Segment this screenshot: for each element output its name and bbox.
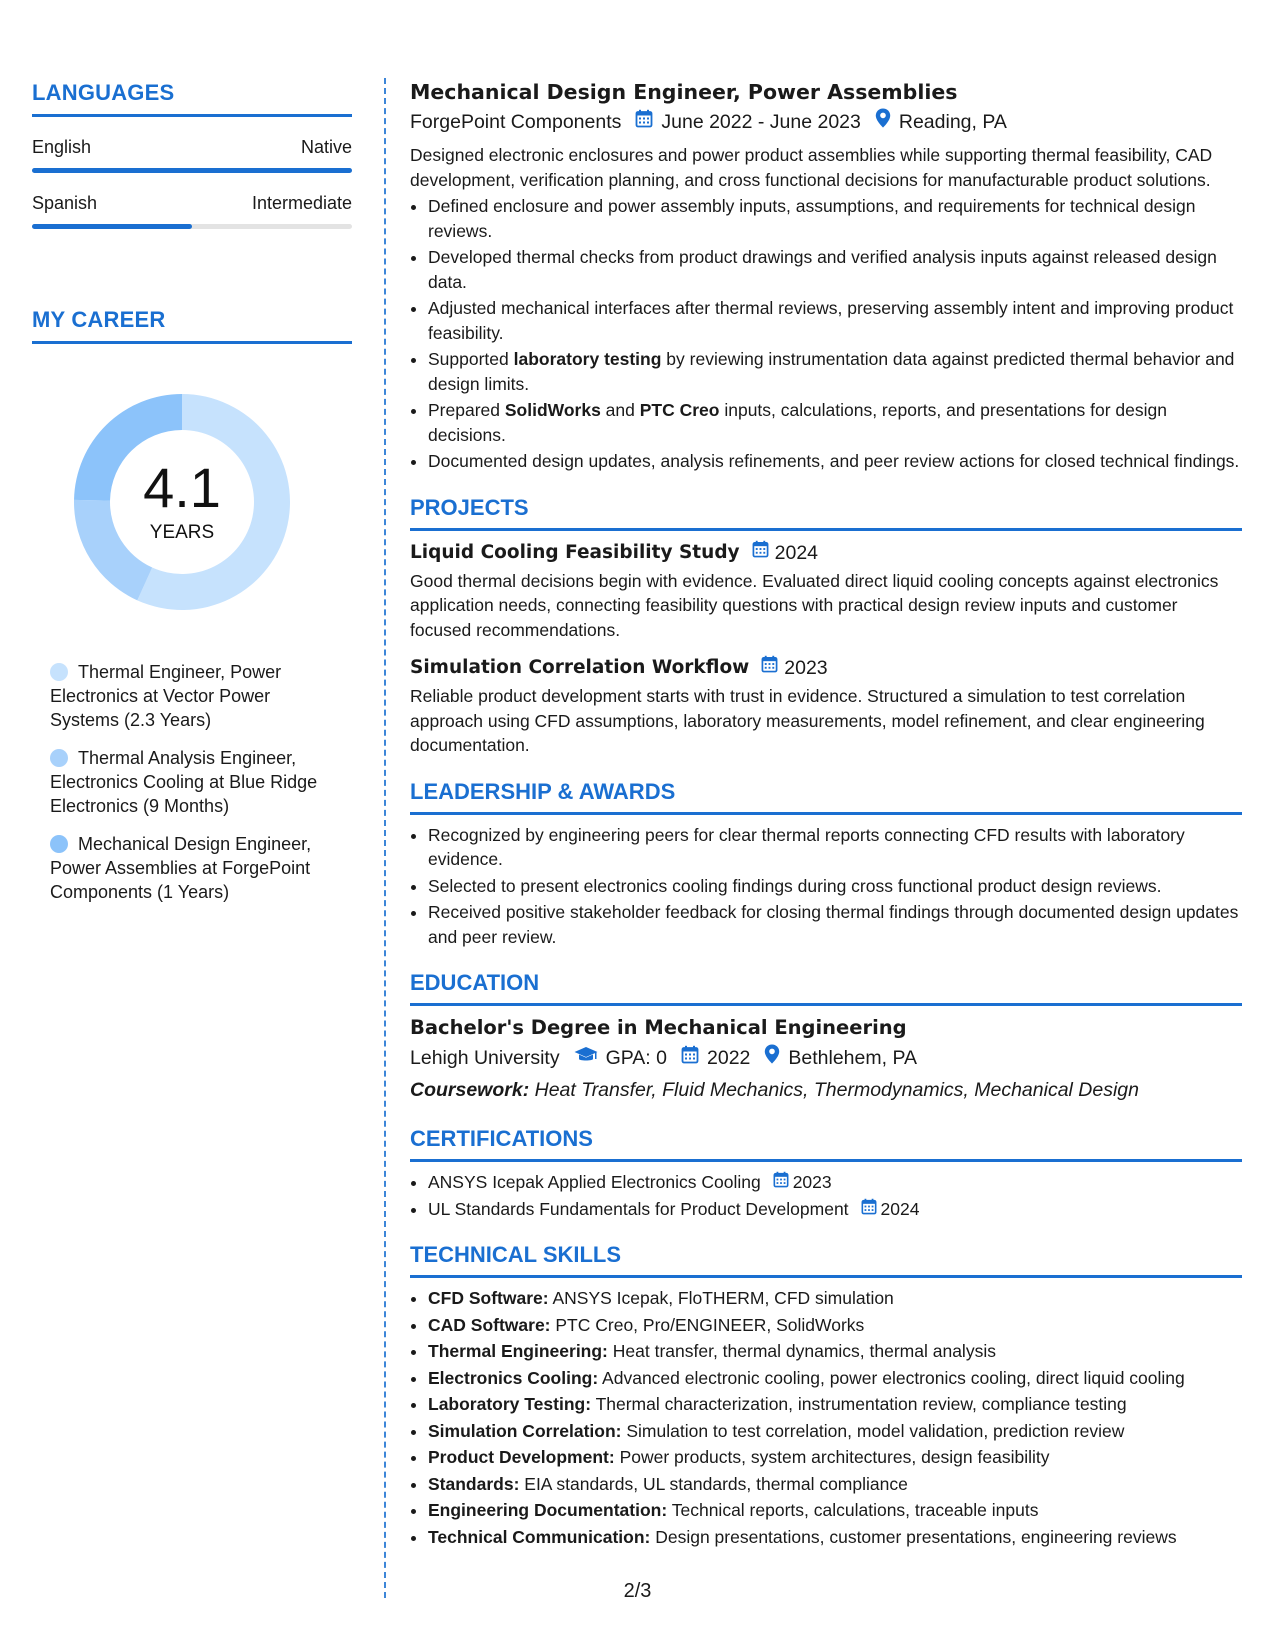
coursework-label: Coursework: [410,1079,530,1101]
column-divider [384,78,386,1598]
bullet-bold-text: PTC Creo [639,400,720,420]
certification-year: 2024 [880,1198,920,1219]
career-donut-chart [62,382,302,622]
legend-label: Mechanical Design Engineer, Power Assemblies at ForgePoint Components (1 Years) [50,834,312,902]
calendar-icon [761,654,778,682]
bullet-text: inputs, calculations, reports, and presentations for design decisions. [428,400,1167,445]
bullet-text: Developed thermal checks from product drawings and verified analysis inputs against released design data. [428,247,1217,292]
skill-label: CAD Software: [428,1314,551,1335]
bullet-bold-text: SolidWorks [504,400,601,420]
job-dates: June 2022 - June 2023 [661,111,861,133]
legend-item [50,660,340,732]
education-meta [410,1043,1242,1073]
skill-value: PTC Creo, Pro/ENGINEER, SolidWorks [550,1314,865,1335]
languages-rule [32,114,352,117]
project-entry [410,539,1242,643]
skill-value: Power products, system architectures, design feasibility [614,1447,1050,1467]
skill-value: Design presentations, customer presentations, engineering reviews [650,1526,1177,1547]
projects-rule [410,528,1242,531]
language-name: English [32,137,92,157]
education-entry [410,1014,1242,1105]
language-bar [32,168,352,173]
language-bar-fill [32,224,192,229]
leadership-rule [410,812,1242,815]
language-item [32,137,352,173]
skill-label: CFD Software: [428,1288,549,1308]
skill-label: Simulation Correlation: [428,1420,622,1441]
legend-dot-icon [50,663,68,681]
career-years-unit: YEARS [149,522,215,543]
legend-item [50,832,340,904]
experience-entry [410,78,1242,474]
certification-item [428,1170,1242,1195]
leadership-item: • Received positive stakeholder feedback for closing thermal findings through documented design updates and peer review. [428,900,1242,949]
skill-item [428,1472,1242,1497]
skill-value: Advanced electronic cooling, power electronics cooling, direct liquid cooling [598,1367,1185,1388]
project-name: Simulation Correlation Workflow [410,657,750,678]
location-pin-icon [875,107,891,137]
page-number: 2/3 [623,1580,652,1602]
certifications-list [410,1170,1242,1221]
skill-label: Laboratory Testing: [428,1394,592,1414]
left-column [32,80,352,918]
project-year: 2023 [784,657,828,679]
career-rule [32,341,352,344]
leadership-item: • Recognized by engineering peers for clear thermal reports connecting CFD results with laboratory evidence. [428,823,1242,872]
certification-year: 2023 [792,1172,832,1192]
language-name: Spanish [32,193,98,213]
skill-item [428,1392,1242,1417]
legend-dot-icon [50,835,68,853]
education-rule [410,1003,1242,1006]
language-item [32,193,352,229]
certification-name: • ANSYS Icepak Applied Electronics Cooling [428,1172,761,1192]
job-bullet [428,347,1242,396]
donut-center [62,382,302,622]
skill-item [428,1339,1242,1364]
calendar-icon [681,1043,699,1073]
job-company: ForgePoint Components [410,111,622,133]
job-meta [410,107,1242,137]
job-bullet [428,245,1242,294]
bullet-text: by reviewing instrumentation data against predicted thermal behavior and design limits. [428,349,1235,394]
education-title: EDUCATION [410,970,540,995]
leadership-item: • Selected to present electronics cooling findings during cross functional product design reviews. [428,874,1242,899]
skill-value: Simulation to test correlation, model validation, prediction review [621,1420,1125,1441]
certifications-title: CERTIFICATIONS [410,1126,593,1151]
calendar-icon [752,539,769,567]
job-bullet [428,296,1242,345]
certification-item [428,1197,1242,1222]
legend-item [50,746,340,818]
degree-title: Bachelor's Degree in Mechanical Engineering [410,1016,907,1039]
skills-rule [410,1275,1242,1278]
job-bullets [410,194,1242,474]
job-bullet [428,449,1242,474]
skill-item [428,1286,1242,1311]
coursework [410,1075,1242,1105]
project-description: Reliable product development starts with trust in evidence. Structured a simulation to test correlation approach using CFD assumptions, laboratory measurements, model refinement, and clear engineering documentation. [410,686,1205,755]
projects-title: PROJECTS [410,494,529,520]
job-summary: Designed electronic enclosures and power product assemblies while supporting thermal feasibility, CAD development, verification planning, and cross functional decisions for manufacturable product solutions. [410,145,1213,190]
bullet-text: and [600,400,640,420]
right-column [410,78,1242,1551]
legend-label: Thermal Engineer, Power Electronics at Vector Power Systems (2.3 Years) [50,662,282,730]
language-bar [32,224,352,229]
language-bar-fill [32,168,352,173]
school-name: Lehigh University [410,1047,560,1069]
language-level: Native [300,137,352,157]
project-year: 2024 [774,541,819,564]
skill-item [428,1445,1242,1470]
skill-value: Thermal characterization, instrumentation review, compliance testing [591,1394,1127,1414]
calendar-icon [773,1170,789,1195]
skill-item [428,1313,1242,1338]
bullet-text: Supported [428,349,514,369]
leadership-title: LEADERSHIP & AWARDS [410,778,676,804]
bullet-text: Adjusted mechanical interfaces after thermal reviews, preserving assembly intent and improving product feasibility. [428,298,1234,343]
bullet-text: Defined enclosure and power assembly inputs, assumptions, and requirements for technical design reviews. [428,196,1196,241]
job-location: Reading, PA [898,111,1007,133]
calendar-icon [861,1197,877,1222]
coursework-list: Heat Transfer, Fluid Mechanics, Thermodynamics, Mechanical Design [529,1079,1139,1101]
skill-label: Technical Communication: [428,1526,651,1547]
skill-item [428,1419,1242,1444]
skill-item [428,1525,1242,1550]
legend-label: Thermal Analysis Engineer, Electronics Cooling at Blue Ridge Electronics (9 Months) [50,748,318,816]
bullet-text: Documented design updates, analysis refinements, and peer review actions for closed technical findings. [428,451,1240,471]
job-bullet [428,194,1242,243]
legend-dot-icon [50,749,68,767]
skill-label: Engineering Documentation: [428,1500,668,1520]
bullet-bold-text: laboratory testing [513,349,662,369]
certifications-rule [410,1159,1242,1162]
project-name: Liquid Cooling Feasibility Study [410,541,740,563]
skill-value: ANSYS Icepak, FloTHERM, CFD simulation [548,1288,894,1308]
languages-title: LANGUAGES [32,80,175,105]
calendar-icon [635,107,653,137]
skill-item [428,1498,1242,1523]
job-bullet [428,398,1242,447]
skills-list [410,1286,1242,1549]
leadership-list [410,823,1242,950]
graduation-year: 2022 [707,1047,751,1069]
skill-value: Technical reports, calculations, traceable inputs [667,1500,1039,1520]
skill-label: Standards: [428,1473,520,1494]
skill-value: EIA standards, UL standards, thermal compliance [519,1473,908,1494]
language-level: Intermediate [251,193,352,213]
skill-label: Thermal Engineering: [428,1341,608,1361]
project-entry [410,654,1242,758]
location-pin-icon [764,1043,780,1073]
job-title: Mechanical Design Engineer, Power Assemblies [410,80,958,104]
skill-label: Electronics Cooling: [428,1367,599,1388]
bullet-text: Prepared [428,400,505,420]
skill-value: Heat transfer, thermal dynamics, thermal analysis [607,1341,996,1361]
career-title: MY CAREER [32,307,166,332]
graduation-cap-icon [574,1043,598,1073]
gpa: GPA: 0 [605,1047,667,1069]
career-legend [50,660,340,904]
skills-title: TECHNICAL SKILLS [410,1242,622,1267]
skill-item [428,1366,1242,1391]
certification-name: • UL Standards Fundamentals for Product Development [428,1198,849,1219]
school-location: Bethlehem, PA [788,1047,918,1069]
career-total-years: 4.1 [143,456,221,519]
skill-label: Product Development: [428,1447,615,1467]
project-description: Good thermal decisions begin with evidence. Evaluated direct liquid cooling concepts against electronics application needs, connecting feasibility questions with practical design review inputs and customer focused recommendations. [410,570,1219,640]
